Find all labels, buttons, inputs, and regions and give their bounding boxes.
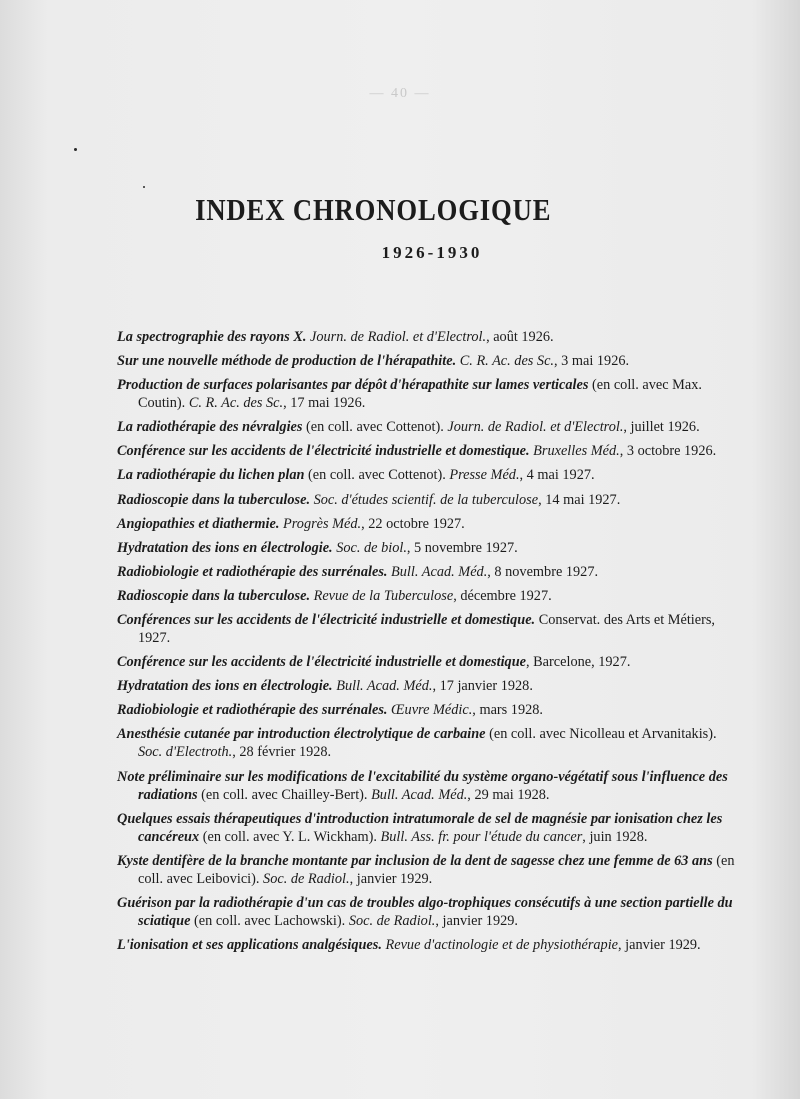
entry-source: Presse Méd. xyxy=(449,467,520,484)
publication-entry xyxy=(117,376,741,412)
entry-title: Conférence sur les accidents de l'électricité industrielle et domestique xyxy=(117,654,526,671)
entry-body: (en coll. avec Max. Coutin). xyxy=(138,377,702,412)
publication-entry xyxy=(117,894,741,930)
page-title: INDEX CHRONOLOGIQUE xyxy=(195,192,552,227)
entry-date: , 29 mai 1928. xyxy=(467,786,550,803)
entry-body: Conservat. des Arts et Métiers, 1927. xyxy=(138,612,716,647)
entry-title: Conférence sur les accidents de l'électricité industrielle et domestique. xyxy=(117,443,530,460)
publication-entry xyxy=(117,611,741,647)
entry-date: , août 1926. xyxy=(486,329,554,345)
entry-body: , Barcelone, 1927. xyxy=(526,654,631,671)
entry-source: Journ. de Radiol. et d'Electrol. xyxy=(447,419,624,436)
entry-date: , 4 mai 1927. xyxy=(519,467,595,484)
entry-date: , juillet 1926. xyxy=(623,419,700,436)
entry-title: Conférences sur les accidents de l'électricité industrielle et domestique. xyxy=(117,612,536,629)
publication-entry xyxy=(117,418,741,436)
entry-date: , janvier 1929. xyxy=(435,912,518,929)
entry-date: , 5 novembre 1927. xyxy=(406,539,518,556)
publication-entry xyxy=(117,515,741,533)
entry-source: Soc. de Radiol. xyxy=(348,912,436,929)
entry-title: La radiothérapie du lichen plan xyxy=(117,467,305,484)
entry-title: Hydratation des ions en électrologie. xyxy=(117,539,333,556)
entry-source: Soc. de Radiol. xyxy=(263,870,350,887)
entry-body: (en coll. avec Cottenot). xyxy=(302,419,448,436)
publication-entry xyxy=(117,328,741,346)
entry-source: Bull. Acad. Méd. xyxy=(391,563,488,580)
entry-title: Radiobiologie et radiothérapie des surrénales. xyxy=(117,563,388,580)
publication-entry xyxy=(117,587,741,605)
entry-body: (en coll. avec Nicolleau et Arvanitakis). xyxy=(485,726,717,743)
entry-source: Bull. Acad. Méd. xyxy=(371,786,468,803)
entry-title: L'ionisation et ses applications analgésiques. xyxy=(117,936,382,953)
publication-entry xyxy=(117,442,741,460)
entry-date: , mars 1928. xyxy=(472,702,543,719)
entry-source: Bull. Ass. fr. pour l'étude du cancer xyxy=(380,828,583,845)
publication-list xyxy=(117,328,741,960)
entry-title: Radiobiologie et radiothérapie des surrénales. xyxy=(117,702,388,719)
entry-title: Radioscopie dans la tuberculose. xyxy=(117,587,311,604)
publication-entry xyxy=(117,539,741,557)
entry-source: C. R. Ac. des Sc. xyxy=(459,353,555,370)
entry-title: Production de surfaces polarisantes par dépôt d'hérapathite sur lames verticales xyxy=(117,377,589,394)
entry-date: , 8 novembre 1927. xyxy=(487,563,599,580)
publication-entry xyxy=(117,936,741,954)
entry-title: Guérison par la radiothérapie d'un cas de troubles algo-trophiques consécutifs à une section partielle du sciatique xyxy=(117,894,733,929)
entry-source: Revue de la Tuberculose xyxy=(313,587,454,604)
entry-source: Œuvre Médic. xyxy=(391,702,473,719)
publication-entry xyxy=(117,491,741,509)
entry-date: , 17 janvier 1928. xyxy=(432,678,533,695)
publication-entry xyxy=(117,466,741,484)
entry-date: , juin 1928. xyxy=(582,828,648,845)
entry-source: Bruxelles Méd. xyxy=(533,443,620,460)
entry-source: Progrès Méd. xyxy=(283,515,362,532)
entry-body: (en coll. avec Leibovici). xyxy=(138,852,735,887)
entry-date: , 28 février 1928. xyxy=(232,744,332,761)
entry-body: (en coll. avec Y. L. Wickham). xyxy=(199,828,381,845)
entry-title: La spectrographie des rayons X. xyxy=(117,329,307,345)
entry-title: Radioscopie dans la tuberculose. xyxy=(117,491,311,508)
entry-source: Bull. Acad. Méd. xyxy=(336,678,433,695)
entry-date: , décembre 1927. xyxy=(453,587,552,604)
entry-date: , janvier 1929. xyxy=(349,870,433,887)
publication-entry xyxy=(117,677,741,695)
entry-body: (en coll. avec Chailley-Bert). xyxy=(197,786,372,803)
entry-source: Soc. d'Electroth. xyxy=(138,744,233,761)
page-number: — 40 — xyxy=(369,86,431,101)
print-speck xyxy=(74,148,77,151)
entry-date: , 3 octobre 1926. xyxy=(619,443,717,460)
entry-source: Soc. d'études scientif. de la tuberculose xyxy=(313,491,539,508)
publication-entry xyxy=(117,810,741,846)
entry-date: , janvier 1929. xyxy=(618,936,701,953)
publication-entry xyxy=(117,563,741,581)
entry-date: , 22 octobre 1927. xyxy=(361,515,465,532)
page-subtitle: 1926-1930 xyxy=(381,243,483,262)
publication-entry xyxy=(117,768,741,804)
entry-body: (en coll. avec Lachowski). xyxy=(190,912,349,929)
entry-source: C. R. Ac. des Sc. xyxy=(188,395,284,412)
entry-title: Angiopathies et diathermie. xyxy=(117,515,280,532)
entry-source: Journ. de Radiol. et d'Electrol. xyxy=(310,329,487,345)
entry-date: , 17 mai 1926. xyxy=(283,395,366,412)
entry-source: Soc. de biol. xyxy=(336,539,407,556)
entry-title: Hydratation des ions en électrologie. xyxy=(117,678,333,695)
entry-title: Anesthésie cutanée par introduction électrolytique de carbaine xyxy=(117,726,486,743)
entry-date: , 3 mai 1926. xyxy=(554,353,630,370)
publication-entry xyxy=(117,352,741,370)
entry-source: Revue d'actinologie et de physiothérapie xyxy=(385,936,619,953)
entry-title: La radiothérapie des névralgies xyxy=(117,419,303,436)
publication-entry xyxy=(117,725,741,761)
publication-entry xyxy=(117,852,741,888)
print-speck xyxy=(143,186,145,188)
entry-title: Sur une nouvelle méthode de production de l'hérapathite. xyxy=(117,353,457,370)
entry-body: (en coll. avec Cottenot). xyxy=(304,467,450,484)
entry-title: Note préliminaire sur les modifications de l'excitabilité du système organo-végétatif sous l'influence des radiations xyxy=(117,768,728,803)
entry-title: Quelques essais thérapeutiques d'introduction intratumorale de sel de magnésie par ionisation chez les cancéreux xyxy=(117,810,723,845)
entry-date: , 14 mai 1927. xyxy=(538,491,621,508)
publication-entry xyxy=(117,701,741,719)
entry-title: Kyste dentifère de la branche montante par inclusion de la dent de sagesse chez une femme de 63 ans xyxy=(117,852,713,869)
publication-entry xyxy=(117,653,741,671)
